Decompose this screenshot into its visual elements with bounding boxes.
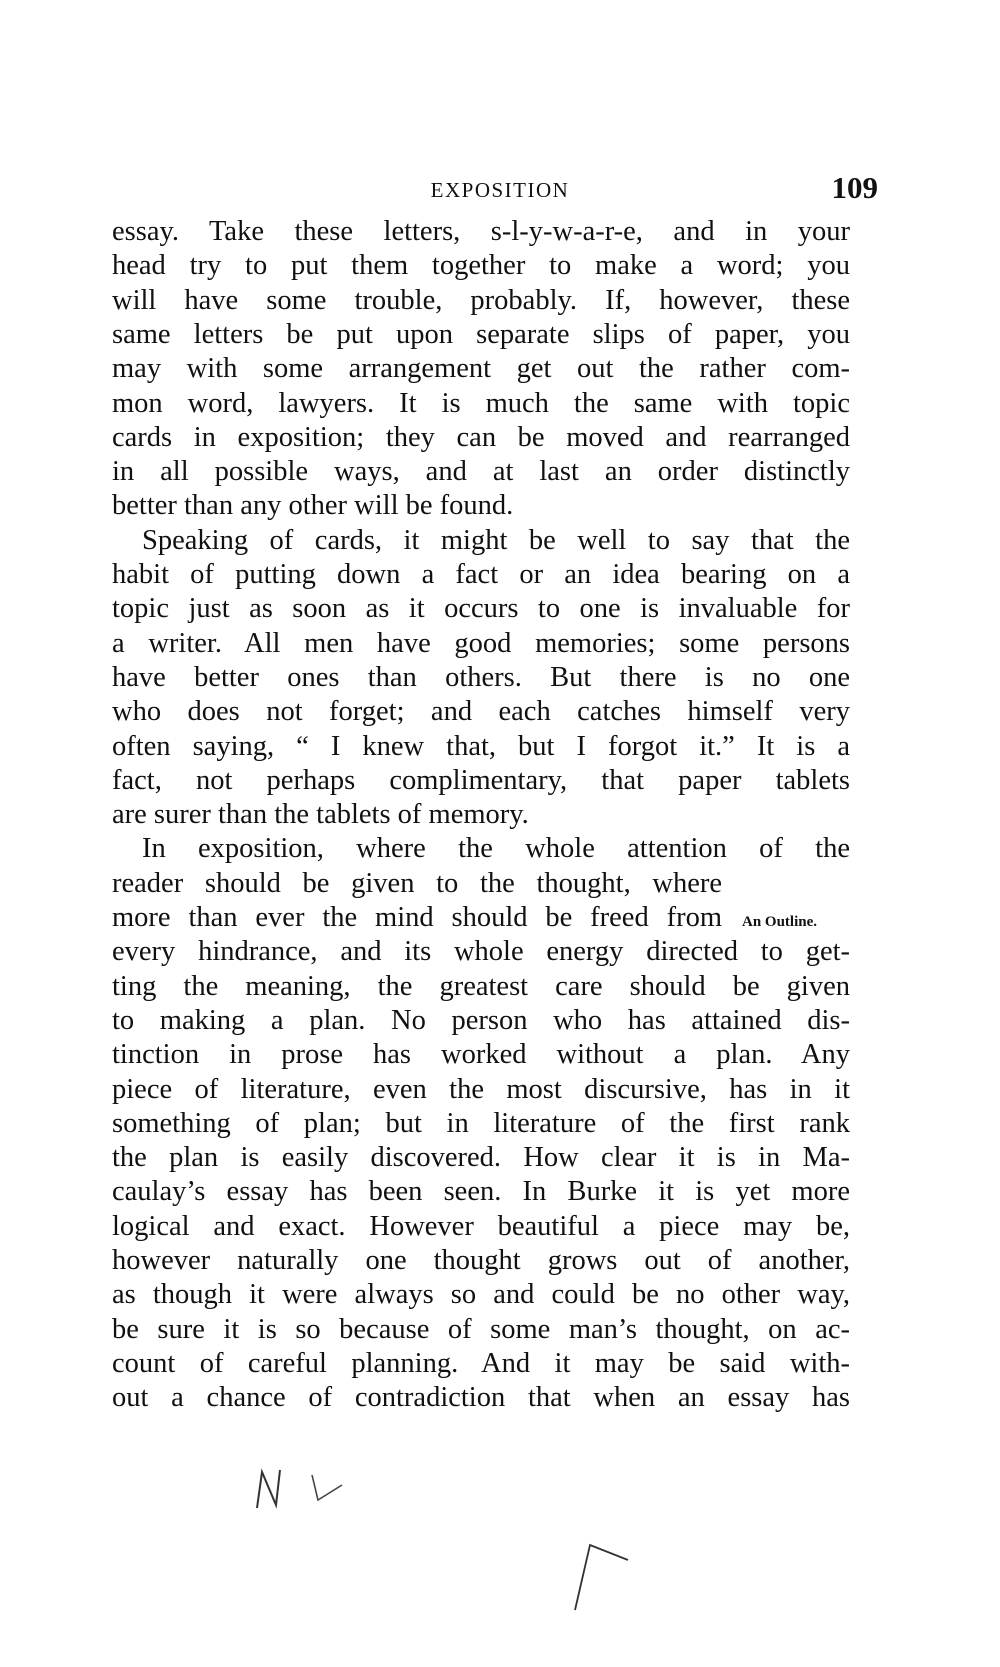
text-line: have better ones than others. But there is no one: [112, 663, 850, 693]
text-line: more than ever the mind should be freed from: [112, 904, 722, 933]
text-line: In exposition, where the whole attention of the: [142, 835, 850, 864]
text-line: better than any other will be found.: [112, 492, 514, 521]
text-line: ting the meaning, the greatest care should be given: [112, 972, 850, 1002]
running-title: EXPOSITION: [430, 178, 570, 202]
text-line: every hindrance, and its whole energy directed to get-: [112, 938, 850, 967]
text-line: topic just as soon as it occurs to one is invaluable for: [112, 595, 850, 624]
text-line: as though it were always so and could be no other way,: [112, 1281, 850, 1310]
text-line: be sure it is so because of some man’s thought, on ac-: [112, 1315, 850, 1345]
text-line: a writer. All men have good memories; some persons: [112, 629, 850, 659]
text-line: fact, not perhaps complimentary, that paper tablets: [112, 766, 850, 796]
text-line: caulay’s essay has been seen. In Burke it is yet more: [112, 1178, 850, 1207]
text-line: are surer than the tablets of memory.: [112, 801, 529, 830]
page-number: 109: [831, 170, 878, 205]
text-line: may with some arrangement get out the rather com-: [112, 355, 850, 384]
text-line: tinction in prose has worked without a plan. Any: [112, 1041, 850, 1070]
text-line: often saying, “ I knew that, but I forgot it.” It is a: [112, 732, 850, 761]
margin-note: An Outline.: [742, 914, 818, 930]
text-line: essay. Take these letters, s-l-y-w-a-r-e, and in your: [112, 218, 850, 247]
text-line: to making a plan. No person who has attained dis-: [112, 1006, 850, 1036]
text-line: head try to put them together to make a word; you: [112, 252, 850, 281]
text-line: count of careful planning. And it may be said with-: [112, 1349, 850, 1379]
text-line: in all possible ways, and at last an order distinctly: [112, 458, 850, 487]
text-line: mon word, lawyers. It is much the same with topic: [112, 389, 850, 418]
text-line: out a chance of contradiction that when an essay has: [112, 1384, 850, 1413]
text-line: however naturally one thought grows out of another,: [112, 1247, 850, 1276]
text-line: will have some trouble, probably. If, however, these: [112, 286, 850, 316]
text-line: same letters be put upon separate slips of paper, you: [112, 320, 850, 350]
text-line: cards in exposition; they can be moved and rearranged: [112, 423, 850, 453]
text-line: who does not forget; and each catches himself very: [112, 698, 850, 727]
pencil-scrawl: [257, 1470, 280, 1508]
text-line: Speaking of cards, it might be well to say that the: [142, 526, 850, 556]
text-line: something of plan; but in literature of the first rank: [112, 1109, 850, 1139]
text-line: logical and exact. However beautiful a piece may be,: [112, 1212, 850, 1242]
pencil-scrawl: [575, 1545, 628, 1610]
text-line: habit of putting down a fact or an idea bearing on a: [112, 561, 850, 590]
text-line: reader should be given to the thought, where: [112, 869, 722, 899]
text-line: the plan is easily discovered. How clear it is in Ma-: [112, 1144, 850, 1173]
pencil-scrawl: [312, 1475, 342, 1500]
text-line: piece of literature, even the most discursive, has in it: [112, 1075, 850, 1104]
